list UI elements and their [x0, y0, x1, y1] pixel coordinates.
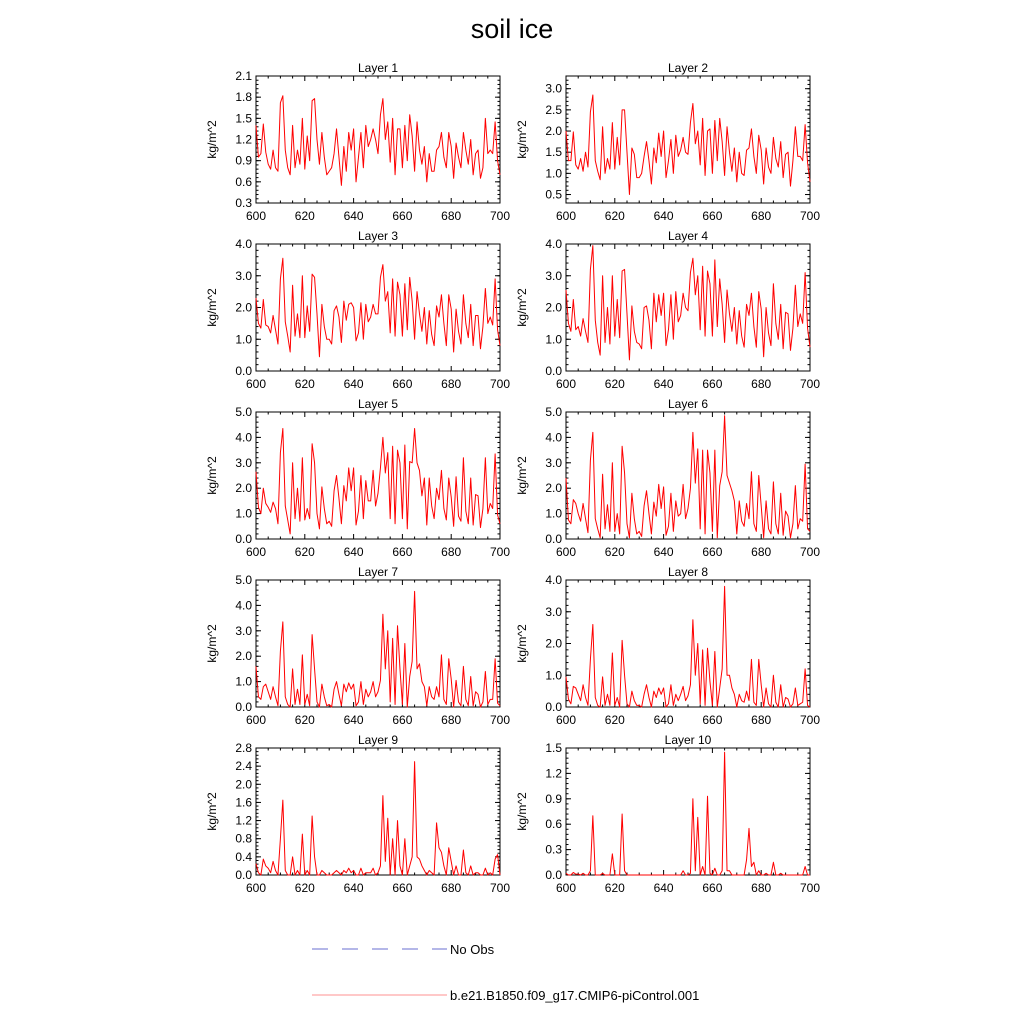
panel-title: Layer 8	[667, 565, 709, 579]
y-axis-label: kg/m^2	[205, 288, 219, 327]
x-tick-label: 640	[653, 377, 674, 391]
y-tick-label: 0.5	[545, 187, 562, 202]
x-tick-label: 600	[245, 713, 267, 727]
x-tick-label: 680	[751, 377, 772, 391]
y-axis-label: kg/m^2	[515, 456, 529, 495]
x-tick-label: 640	[343, 713, 364, 727]
y-tick-label: 1.0	[235, 332, 252, 347]
x-tick-label: 620	[604, 545, 625, 559]
panel-title: Layer 1	[357, 61, 399, 75]
x-tick-label: 620	[294, 545, 315, 559]
y-tick-label: 2.0	[235, 300, 252, 315]
y-tick-label: 1.0	[545, 668, 562, 683]
x-tick-label: 700	[799, 377, 821, 391]
y-tick-label: 4.0	[235, 430, 252, 445]
y-tick-label: 0.0	[235, 700, 252, 714]
y-tick-label: 0.6	[235, 174, 252, 189]
x-tick-label: 700	[799, 713, 821, 727]
y-tick-label: 2.1	[235, 69, 252, 83]
y-tick-label: 0.4	[235, 849, 252, 864]
y-tick-label: 1.0	[235, 674, 252, 689]
panel-title: Layer 6	[667, 397, 709, 411]
panel-title: Layer 3	[357, 229, 399, 243]
x-tick-label: 600	[245, 881, 267, 895]
y-axis-label: kg/m^2	[205, 624, 219, 663]
y-tick-label: 1.2	[545, 766, 562, 781]
y-tick-label: 4.0	[545, 573, 562, 587]
x-tick-label: 660	[392, 881, 413, 895]
y-axis-label: kg/m^2	[205, 792, 219, 831]
x-tick-label: 620	[294, 881, 315, 895]
x-tick-label: 660	[702, 713, 723, 727]
x-tick-label: 700	[489, 209, 511, 223]
y-axis-label: kg/m^2	[515, 792, 529, 831]
y-axis-label: kg/m^2	[205, 120, 219, 159]
y-tick-label: 0.6	[545, 817, 562, 832]
y-tick-label: 0.9	[545, 791, 562, 806]
x-tick-label: 660	[392, 713, 413, 727]
y-tick-label: 0.3	[235, 196, 252, 210]
x-tick-label: 660	[702, 545, 723, 559]
x-tick-label: 660	[392, 377, 413, 391]
y-tick-label: 0.8	[235, 831, 252, 846]
x-tick-label: 700	[799, 545, 821, 559]
y-tick-label: 3.0	[235, 268, 252, 283]
x-tick-label: 680	[441, 209, 462, 223]
y-tick-label: 1.5	[235, 111, 252, 126]
y-tick-label: 2.0	[545, 124, 562, 139]
y-tick-label: 3.0	[545, 268, 562, 283]
y-tick-label: 1.5	[545, 741, 562, 755]
x-tick-label: 680	[441, 377, 462, 391]
y-tick-label: 2.0	[545, 636, 562, 651]
x-tick-label: 700	[799, 209, 821, 223]
y-tick-label: 2.0	[235, 649, 252, 664]
x-tick-label: 600	[245, 209, 267, 223]
x-tick-label: 620	[294, 377, 315, 391]
x-tick-label: 600	[555, 713, 577, 727]
x-tick-label: 640	[343, 209, 364, 223]
y-tick-label: 4.0	[545, 237, 562, 251]
y-tick-label: 1.0	[545, 506, 562, 521]
y-tick-label: 0.0	[545, 532, 562, 546]
y-tick-label: 1.0	[545, 166, 562, 181]
x-tick-label: 700	[799, 881, 821, 895]
x-tick-label: 680	[441, 713, 462, 727]
y-tick-label: 5.0	[235, 405, 252, 419]
x-tick-label: 700	[489, 545, 511, 559]
panel-title: Layer 7	[357, 565, 399, 579]
x-tick-label: 700	[489, 713, 511, 727]
x-tick-label: 680	[751, 881, 772, 895]
y-tick-label: 3.0	[235, 623, 252, 638]
x-tick-label: 600	[245, 377, 267, 391]
y-tick-label: 2.5	[545, 102, 562, 117]
y-tick-label: 1.6	[235, 795, 252, 810]
x-tick-label: 680	[751, 209, 772, 223]
x-tick-label: 620	[604, 377, 625, 391]
x-tick-label: 640	[653, 881, 674, 895]
page-title: soil ice	[470, 14, 554, 44]
y-tick-label: 2.8	[235, 741, 252, 755]
panel-title: Layer 2	[667, 61, 709, 75]
y-tick-label: 5.0	[545, 405, 562, 419]
x-tick-label: 700	[489, 881, 511, 895]
y-tick-label: 0.0	[235, 364, 252, 378]
y-tick-label: 4.0	[545, 430, 562, 445]
y-tick-label: 2.0	[235, 481, 252, 496]
y-tick-label: 5.0	[235, 573, 252, 587]
y-tick-label: 0.0	[545, 364, 562, 378]
y-tick-label: 0.0	[235, 868, 252, 882]
y-tick-label: 1.2	[235, 132, 252, 147]
legend-label-no-obs: No Obs	[450, 942, 495, 957]
x-tick-label: 640	[653, 713, 674, 727]
y-tick-label: 1.5	[545, 145, 562, 160]
y-tick-label: 1.8	[235, 90, 252, 105]
x-tick-label: 600	[555, 377, 577, 391]
x-tick-label: 640	[653, 209, 674, 223]
x-tick-label: 660	[702, 209, 723, 223]
x-tick-label: 660	[392, 209, 413, 223]
x-tick-label: 640	[343, 881, 364, 895]
x-tick-label: 620	[604, 881, 625, 895]
y-tick-label: 3.0	[545, 455, 562, 470]
y-axis-label: kg/m^2	[515, 120, 529, 159]
x-tick-label: 680	[751, 545, 772, 559]
x-tick-label: 660	[702, 881, 723, 895]
x-tick-label: 640	[343, 377, 364, 391]
y-axis-label: kg/m^2	[515, 624, 529, 663]
x-tick-label: 640	[343, 545, 364, 559]
y-axis-label: kg/m^2	[205, 456, 219, 495]
y-tick-label: 0.0	[545, 868, 562, 882]
y-tick-label: 1.2	[235, 813, 252, 828]
x-tick-label: 680	[751, 713, 772, 727]
y-tick-label: 3.0	[545, 604, 562, 619]
x-tick-label: 680	[441, 545, 462, 559]
y-tick-label: 2.0	[545, 300, 562, 315]
y-tick-label: 2.0	[545, 481, 562, 496]
y-tick-label: 4.0	[235, 237, 252, 251]
y-tick-label: 1.0	[545, 332, 562, 347]
panel-title: Layer 5	[357, 397, 399, 411]
legend-label-model: b.e21.B1850.f09_g17.CMIP6-piControl.001	[450, 988, 700, 1003]
x-tick-label: 660	[702, 377, 723, 391]
x-tick-label: 600	[555, 209, 577, 223]
x-tick-label: 620	[604, 209, 625, 223]
x-tick-label: 680	[441, 881, 462, 895]
x-tick-label: 620	[294, 209, 315, 223]
y-tick-label: 3.0	[235, 455, 252, 470]
y-axis-label: kg/m^2	[515, 288, 529, 327]
y-tick-label: 3.0	[545, 81, 562, 96]
x-tick-label: 620	[604, 713, 625, 727]
panel-title: Layer 9	[357, 733, 399, 747]
x-tick-label: 640	[653, 545, 674, 559]
x-tick-label: 600	[555, 545, 577, 559]
x-tick-label: 700	[489, 377, 511, 391]
y-tick-label: 0.3	[545, 842, 562, 857]
panel-title: Layer 4	[667, 229, 709, 243]
y-tick-label: 2.0	[235, 777, 252, 792]
y-tick-label: 0.9	[235, 153, 252, 168]
x-tick-label: 620	[294, 713, 315, 727]
y-tick-label: 2.4	[235, 759, 252, 774]
x-tick-label: 660	[392, 545, 413, 559]
y-tick-label: 0.0	[235, 532, 252, 546]
y-tick-label: 0.0	[545, 700, 562, 714]
x-tick-label: 600	[245, 545, 267, 559]
panel-title: Layer 10	[664, 733, 712, 747]
x-tick-label: 600	[555, 881, 577, 895]
y-tick-label: 1.0	[235, 506, 252, 521]
y-tick-label: 4.0	[235, 598, 252, 613]
